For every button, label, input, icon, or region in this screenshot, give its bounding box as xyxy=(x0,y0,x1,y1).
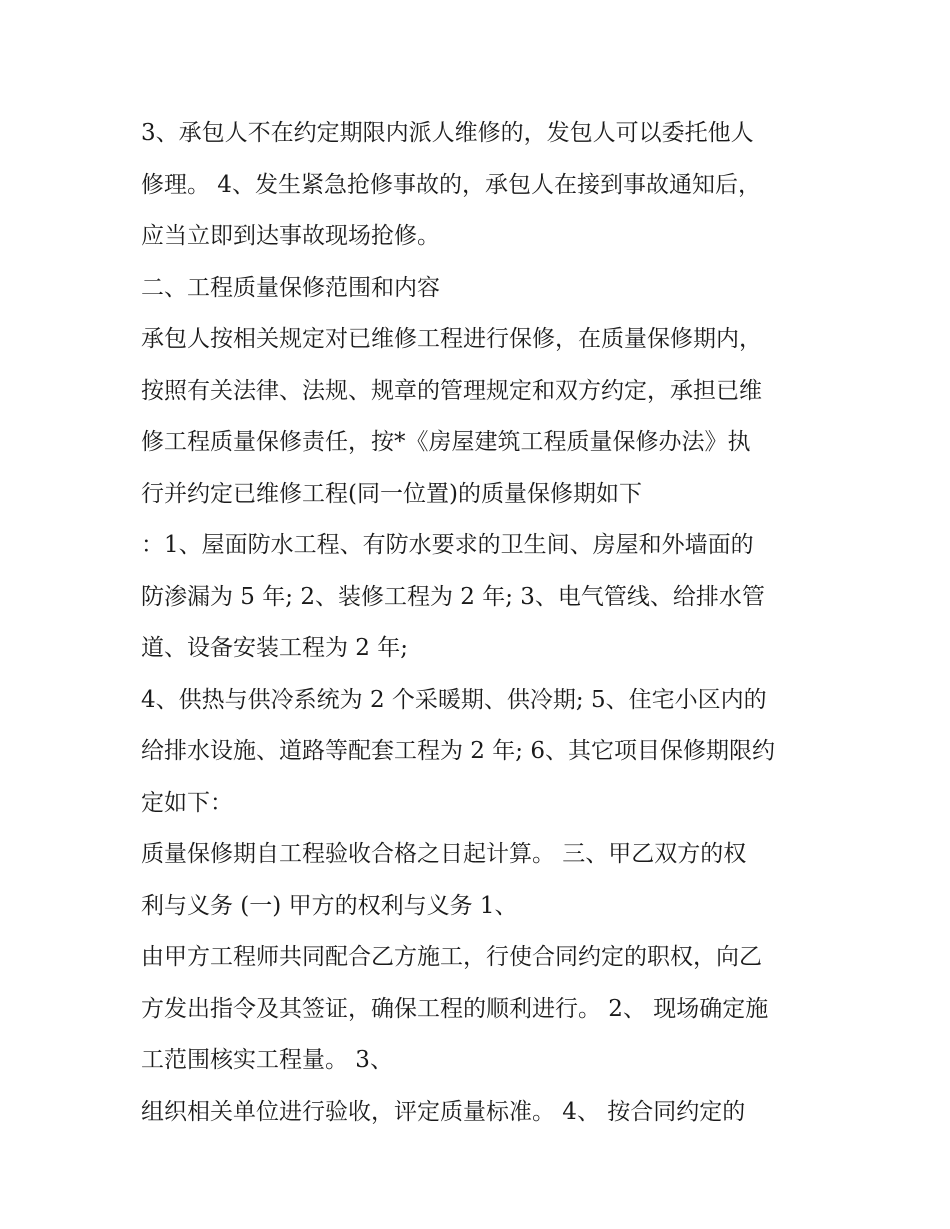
text-line: 3、承包人不在约定期限内派人维修的，发包人可以委托他人 xyxy=(141,120,754,146)
text-line: 方发出指令及其签证，确保工程的顺利进行。 2、 现场确定施 xyxy=(141,995,769,1022)
text-line: 修工程质量保修责任，按*《房屋建筑工程质量保修办法》执 xyxy=(141,429,751,455)
text-line: 防渗漏为 5 年; 2、装修工程为 2 年; 3、电气管线、给排水管 xyxy=(141,583,765,610)
text-line: 承包人按相关规定对已维修工程进行保修，在质量保修期内， xyxy=(141,326,762,352)
text-line: 组织相关单位进行验收，评定质量标准。 4、 按合同约定的 xyxy=(141,1098,746,1125)
text-line: 质量保修期自工程验收合格之日起计算。 三、甲乙双方的权 xyxy=(141,841,747,867)
text-line: 行并约定已维修工程(同一位置)的质量保修期如下 xyxy=(141,480,642,507)
text-line: 给排水设施、道路等配套工程为 2 年; 6、其它项目保修期限约 xyxy=(141,738,775,764)
text-line: 4、供热与供冷系统为 2 个采暖期、供冷期; 5、住宅小区内的 xyxy=(141,686,767,713)
text-line: 定如下： xyxy=(141,789,233,816)
document-body xyxy=(141,108,831,1138)
text-line: ：1、屋面防水工程、有防水要求的卫生间、房屋和外墙面的 xyxy=(141,532,754,558)
section-heading: 二、工程质量保修范围和内容 xyxy=(141,274,440,301)
text-line: 利与义务 (一) 甲方的权利与义务 1、 xyxy=(141,892,518,919)
text-line: 工范围核实工程量。 3、 xyxy=(141,1047,393,1073)
text-line: 按照有关法律、法规、规章的管理规定和双方约定，承担已维 xyxy=(141,377,762,404)
text-line: 修理。 4、发生紧急抢修事故的，承包人在接到事故通知后， xyxy=(141,171,761,198)
text-line: 道、设备安装工程为 2 年; xyxy=(141,635,409,661)
text-line: 由甲方工程师共同配合乙方施工，行使合同约定的职权，向乙 xyxy=(141,944,762,970)
text-line: 应当立即到达事故现场抢修。 xyxy=(141,223,440,249)
